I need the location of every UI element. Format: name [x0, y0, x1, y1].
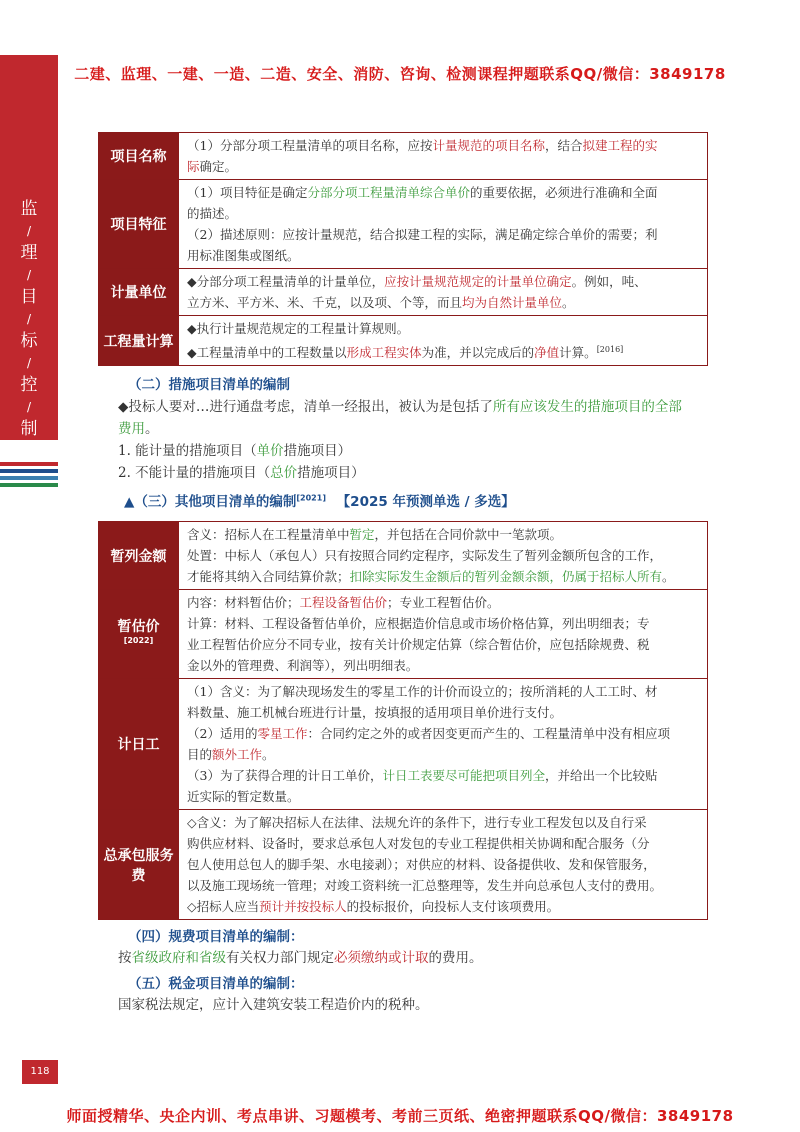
content-line — [187, 833, 699, 854]
other-row — [99, 590, 708, 679]
text-run: 包人使用总包人的脚手架、水电接剥）；对供应的材料、设备提供收、发和保管服务， — [187, 857, 656, 872]
project-attributes-table — [98, 132, 708, 366]
attr-row — [99, 180, 708, 269]
section5-paragraph: 国家税法规定，应计入建筑安装工程造价内的税种。 — [118, 997, 429, 1013]
text-run: ◆投标人要对…进行通盘考虑，清单一经报出，被认为是包括了 — [118, 399, 493, 415]
text-run: [2016] — [596, 345, 624, 354]
other-row-header — [99, 679, 179, 810]
section4-paragraph — [118, 947, 718, 969]
chapter-sidebar — [0, 55, 58, 440]
color-stripe — [0, 483, 58, 487]
text-run: 以及施工现场统一管理；对竣工资料统一汇总整理等，发生并向总承包人支付的费用。 — [187, 878, 663, 893]
text-run: 近实际的暂定数量。 — [187, 789, 300, 804]
text-run: ◆分部分项工程量清单的计量单位， — [187, 274, 385, 289]
text-run: 1. 能计量的措施项目（ — [118, 443, 257, 459]
attr-row-header — [99, 269, 179, 316]
attr-row-header — [99, 180, 179, 269]
attr-row — [99, 269, 708, 316]
section2-para-line1 — [118, 396, 718, 418]
text-run: 业工程暂估价应分不同专业，按有关计价规定估算（综合暂估价，应包括除规费、税 — [187, 637, 650, 652]
text-run: 为准，并以完成后的 — [421, 345, 535, 361]
row-header-label: 项目名称 — [110, 149, 167, 165]
content-line — [187, 854, 699, 875]
sidebar-stripes — [0, 462, 58, 490]
text-run: 。 — [145, 421, 159, 437]
text-run: 总价 — [270, 465, 298, 481]
text-run: （1）项目特征是确定 — [187, 185, 308, 200]
text-run: 际 — [187, 159, 200, 174]
section3-year: [2021] — [296, 493, 326, 503]
text-run: 零星工作 — [257, 726, 308, 741]
other-row — [99, 810, 708, 920]
content-line — [187, 545, 699, 566]
text-run: 2. 不能计量的措施项目（ — [118, 465, 271, 481]
text-run: 才能将其纳入合同结算价款； — [187, 569, 350, 584]
text-run: ◇招标人应当 — [187, 899, 260, 914]
content-line — [187, 524, 699, 545]
content-line — [187, 135, 699, 156]
attr-row-content — [179, 269, 708, 316]
attr-row-content — [179, 133, 708, 180]
text-run: 有关权力部门规定 — [226, 950, 334, 966]
row-header-year: [2022] — [123, 635, 154, 645]
page-number: 118 — [22, 1060, 58, 1084]
text-run: 计日工表要尽可能把项目列全 — [382, 768, 545, 783]
content-line — [187, 182, 699, 203]
row-header-label: 暂列金额 — [110, 548, 167, 565]
text-run: ；专业工程暂估价。 — [387, 595, 500, 610]
sidebar-char: / — [26, 224, 32, 238]
section2-title: （二）措施项目清单的编制 — [128, 377, 290, 393]
content-line — [187, 702, 699, 723]
text-run: 拟建工程的实 — [582, 138, 658, 153]
text-run: 扣除实际发生金额后的暂列金额余额，仍属于招标人所有 — [349, 569, 663, 584]
content-line — [187, 634, 699, 655]
sidebar-char: / — [26, 356, 32, 370]
content-line — [187, 723, 699, 744]
text-run: ，并包括在合同价款中一笔款项。 — [374, 527, 563, 542]
row-header-label: 总承包服务费 — [103, 847, 174, 884]
sidebar-chapter-title — [18, 195, 40, 443]
content-line — [187, 224, 699, 245]
row-header-label: 项目特征 — [110, 217, 167, 233]
text-run: 金以外的管理费、利润等），列出明细表。 — [187, 658, 419, 673]
text-run: （1）含义：为了解决现场发生的零星工作的计价而设立的；按所消耗的人工工时、材 — [187, 684, 658, 699]
sidebar-char: / — [26, 268, 32, 282]
content-line — [187, 786, 699, 807]
sidebar-char: 目 — [20, 287, 38, 307]
text-run: 料数量、施工机械台班进行计量，按填报的适用项目单价进行支付。 — [187, 705, 563, 720]
text-run: （2）描述原则：应按计量规范，结合拟建工程的实际，满足确定综合单价的需要；利 — [187, 227, 658, 242]
content-line — [187, 566, 699, 587]
text-run: 所有应该发生的措施项目的全部 — [492, 399, 682, 415]
other-row-header — [99, 590, 179, 679]
text-run: 省级政府和省级 — [131, 950, 226, 966]
attr-row-header — [99, 133, 179, 180]
section3-heading — [124, 490, 515, 510]
section5-title: （五）税金项目清单的编制： — [128, 976, 304, 992]
text-run: 确定。 — [199, 159, 238, 174]
content-line — [187, 592, 699, 613]
text-run: ◆执行计量规范规定的工程量计算规则。 — [187, 321, 410, 336]
content-line — [187, 896, 699, 917]
attr-row-header — [99, 316, 179, 366]
text-run: 购供应材料、设备时，要求总承包人对发包的专业工程提供相关协调和配合服务（分 — [187, 836, 650, 851]
text-run: 的重要依据，必须进行准确和全面 — [469, 185, 658, 200]
text-run: 措施项目） — [297, 465, 365, 481]
content-line — [187, 203, 699, 224]
text-run: 的描述。 — [187, 206, 238, 221]
text-run: 单价 — [256, 443, 284, 459]
other-row-content — [179, 522, 708, 590]
text-run: 形成工程实体 — [346, 345, 422, 361]
row-header-label: 暂估价 — [117, 618, 160, 635]
content-line — [187, 681, 699, 702]
content-line — [187, 613, 699, 634]
content-line — [187, 812, 699, 833]
text-run: 费用 — [118, 421, 145, 437]
text-run: 净值 — [534, 345, 560, 361]
text-run: 额外工作 — [212, 747, 263, 762]
text-run: 处置：中标人（承包人）只有按照合同约定程序，实际发生了暂列金额所包含的工作， — [187, 548, 663, 563]
text-run: 的投标报价，向投标人支付该项费用。 — [346, 899, 560, 914]
text-run: 目的 — [187, 747, 213, 762]
text-run: 立方米、平方米、米、千克，以及项、个等，而且 — [187, 295, 463, 310]
other-row-header — [99, 810, 179, 920]
sidebar-char: / — [26, 400, 32, 414]
text-run: 计量规范的项目名称 — [432, 138, 545, 153]
other-row-content — [179, 679, 708, 810]
section2-paragraph — [118, 396, 718, 484]
attr-row-content — [179, 316, 708, 366]
text-run: 预计并按投标人 — [259, 899, 347, 914]
text-run: 措施项目） — [283, 443, 352, 459]
section2-para-line2 — [118, 418, 718, 440]
color-stripe — [0, 469, 58, 473]
text-run: （3）为了获得合理的计日工单价， — [187, 768, 383, 783]
row-header-label: 工程量计算 — [103, 333, 174, 350]
content-line — [187, 875, 699, 896]
other-items-table — [98, 521, 708, 920]
section4-title: （四）规费项目清单的编制： — [128, 929, 304, 945]
text-run: 工程设备暂估价 — [299, 595, 388, 610]
text-run: 计算。 — [559, 345, 597, 361]
text-run: 均为自然计量单位 — [462, 295, 563, 310]
content-line — [187, 744, 699, 765]
content-line — [187, 292, 699, 313]
text-run: ，结合 — [544, 138, 583, 153]
other-row-content — [179, 810, 708, 920]
sidebar-char: 监 — [20, 199, 38, 219]
content-line — [187, 318, 699, 339]
sidebar-char: 标 — [20, 331, 38, 351]
other-row — [99, 522, 708, 590]
other-row — [99, 679, 708, 810]
attr-row — [99, 316, 708, 366]
top-promo-banner: 二建、监理、一建、一造、二造、安全、消防、咨询、检测课程押题联系QQ/微信：3849178 — [74, 65, 726, 83]
text-run: 。 — [262, 747, 275, 762]
text-run: ，并给出一个比较贴 — [544, 768, 658, 783]
text-run: 按 — [118, 950, 132, 966]
other-row-header — [99, 522, 179, 590]
other-row-content — [179, 590, 708, 679]
content-line — [187, 245, 699, 266]
text-run: 。例如，吨、 — [571, 274, 647, 289]
sidebar-char: / — [26, 312, 32, 326]
text-run: 含义：招标人在工程量清单中 — [187, 527, 350, 542]
content-line — [187, 655, 699, 676]
text-run: （1）分部分项工程量清单的项目名称，应按 — [187, 138, 433, 153]
text-run: ：合同约定之外的或者因变更而产生的、工程量清单中没有相应项 — [307, 726, 670, 741]
content-line — [187, 271, 699, 292]
text-run: 分部分项工程量清单综合单价 — [307, 185, 470, 200]
text-run: 。 — [562, 295, 575, 310]
content-line — [187, 339, 699, 363]
sidebar-char: 控 — [20, 375, 38, 395]
bottom-promo-banner: 师面授精华、央企内训、考点串讲、习题模考、考前三页纸、绝密押题联系QQ/微信：3849178 — [66, 1107, 734, 1125]
text-run: 计算：材料、工程设备暂估单价，应根据造价信息或市场价格估算，列出明细表；专 — [187, 616, 650, 631]
text-run: 应按计量规范规定的计量单位确定 — [384, 274, 572, 289]
text-run: 。 — [662, 569, 675, 584]
row-header-label: 计日工 — [117, 737, 160, 753]
text-run: 必须缴纳或计取 — [334, 950, 429, 966]
attr-row-content — [179, 180, 708, 269]
text-run: （2）适用的 — [187, 726, 258, 741]
sidebar-char: 制 — [20, 419, 38, 439]
color-stripe — [0, 462, 58, 466]
sidebar-char: 理 — [20, 243, 38, 263]
text-run: 的费用。 — [428, 950, 483, 966]
row-header-label: 计量单位 — [110, 285, 167, 301]
attr-row — [99, 133, 708, 180]
measure-item-2 — [118, 462, 718, 484]
measure-item-1 — [118, 440, 718, 462]
section3-tag: 【2025 年预测单选 / 多选】 — [336, 494, 515, 510]
content-line — [187, 765, 699, 786]
text-run: 用标准图集或图纸。 — [187, 248, 300, 263]
content-line — [187, 156, 699, 177]
text-run: 内容：材料暂估价； — [187, 595, 300, 610]
color-stripe — [0, 476, 58, 480]
text-run: ◇含义：为了解决招标人在法律、法规允许的条件下，进行专业工程发包以及自行采 — [187, 815, 647, 830]
text-run: ◆工程量清单中的工程数量以 — [187, 345, 347, 361]
section3-title: ▲（三）其他项目清单的编制 — [124, 494, 297, 510]
text-run: 暂定 — [349, 527, 375, 542]
